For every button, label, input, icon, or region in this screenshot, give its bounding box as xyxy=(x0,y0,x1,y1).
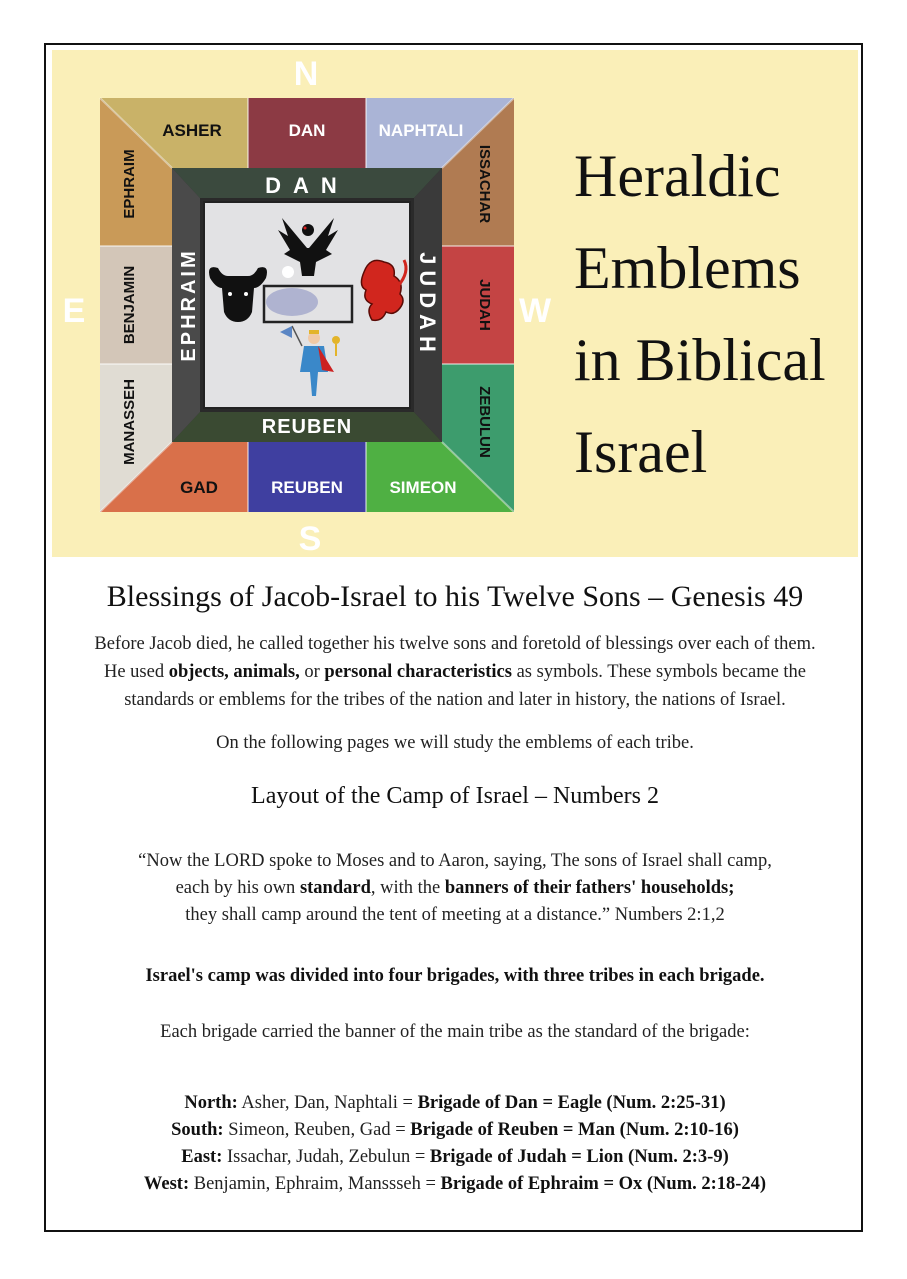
intro-emphasis: personal characteristics xyxy=(324,662,512,682)
label-dan-inner: DAN xyxy=(265,173,349,198)
subheading: Layout of the Camp of Israel – Numbers 2 xyxy=(251,783,659,809)
brigade-direction: West: xyxy=(143,1174,190,1194)
intro-text: or xyxy=(299,662,325,682)
quote-text: each by his own xyxy=(175,878,300,898)
brigade-name: Brigade of Reuben = Man (Num. 2:10-16) xyxy=(410,1120,739,1140)
intro-text: He used xyxy=(103,662,169,682)
brigade-tribes: Simeon, Reuben, Gad = xyxy=(223,1120,411,1140)
quote-emphasis: banners of their fathers' households; xyxy=(444,878,735,898)
label-reuben-outer: REUBEN xyxy=(271,478,343,497)
compass-east: E xyxy=(62,292,86,330)
intro-emphasis: objects, animals, xyxy=(168,662,300,682)
label-dan-outer: DAN xyxy=(288,121,326,140)
brigade-name: Brigade of Dan = Eagle (Num. 2:25-31) xyxy=(417,1093,726,1113)
intro-text: as symbols. These symbols became the xyxy=(511,662,807,682)
title-line-3: in Biblical xyxy=(574,327,826,393)
brigade-name: Brigade of Ephraim = Ox (Num. 2:18-24) xyxy=(440,1174,767,1194)
quote-line-3: they shall camp around the tent of meeting at a distance.” Numbers 2:1,2 xyxy=(185,905,725,925)
label-manasseh: MANASSEH xyxy=(121,379,138,465)
label-naphtali: NAPHTALI xyxy=(378,121,464,140)
quote-line-1: “Now the LORD spoke to Moses and to Aaron, saying, The sons of Israel shall camp, xyxy=(138,851,772,871)
section-heading: Blessings of Jacob-Israel to his Twelve Sons – Genesis 49 xyxy=(106,580,804,613)
label-zebulun: ZEBULUN xyxy=(476,386,493,458)
list-item xyxy=(52,1171,858,1198)
title-line-4: Israel xyxy=(574,419,708,485)
brigades-statement: Israel's camp was divided into four brigades, with three tribes in each brigade. xyxy=(145,966,765,986)
brigade-tribes: Benjamin, Ephraim, Manssseh = xyxy=(189,1174,441,1194)
brigade-direction: South: xyxy=(171,1120,224,1140)
glory-light xyxy=(282,266,294,278)
brigade-direction: North: xyxy=(184,1093,238,1113)
label-simeon: SIMEON xyxy=(389,478,457,497)
label-judah-inner: JUDAH xyxy=(415,252,440,358)
title-line-2: Emblems xyxy=(574,235,801,301)
label-ephraim-outer: EPHRAIM xyxy=(121,149,138,219)
brigade-direction: East: xyxy=(181,1147,223,1167)
quote-text: , with the xyxy=(370,878,445,898)
page-title xyxy=(574,130,854,498)
brigade-tribes: Asher, Dan, Naphtali = xyxy=(237,1093,418,1113)
label-gad: GAD xyxy=(180,478,218,497)
compass-north: N xyxy=(293,55,319,93)
label-ephraim-inner: EPHRAIM xyxy=(178,248,200,362)
intro-paragraph xyxy=(52,630,858,714)
banner-statement: Each brigade carried the banner of the main tribe as the standard of the brigade: xyxy=(160,1022,750,1042)
label-reuben-inner: REUBEN xyxy=(261,416,353,438)
list-item xyxy=(52,1144,858,1171)
brigade-name: Brigade of Judah = Lion (Num. 2:3-9) xyxy=(429,1147,729,1167)
intro-line-2 xyxy=(52,658,858,686)
label-benjamin: BENJAMIN xyxy=(121,265,138,345)
following-text: On the following pages we will study the emblems of each tribe. xyxy=(216,733,694,753)
list-item xyxy=(52,1090,858,1117)
quote-line-2 xyxy=(52,875,858,902)
scripture-quote xyxy=(52,848,858,929)
label-issachar: ISSACHAR xyxy=(476,144,493,224)
title-line-1: Heraldic xyxy=(574,143,781,209)
list-item xyxy=(52,1117,858,1144)
quote-emphasis: standard xyxy=(299,878,371,898)
intro-line-3: standards or emblems for the tribes of the nation and later in history, the nations of Israel. xyxy=(124,690,786,710)
intro-line-1: Before Jacob died, he called together his twelve sons and foretold of blessings over each of them. xyxy=(94,634,816,654)
compass-south: S xyxy=(298,520,322,557)
brigade-list xyxy=(52,1090,858,1198)
compass-west: W xyxy=(518,292,552,330)
ark-emblem xyxy=(266,288,318,316)
cell-reuben-bottom xyxy=(248,442,366,512)
label-asher: ASHER xyxy=(162,121,222,140)
camp-diagram xyxy=(52,50,552,557)
brigade-tribes: Issachar, Judah, Zebulun = xyxy=(222,1147,430,1167)
label-judah-outer: JUDAH xyxy=(476,279,493,331)
